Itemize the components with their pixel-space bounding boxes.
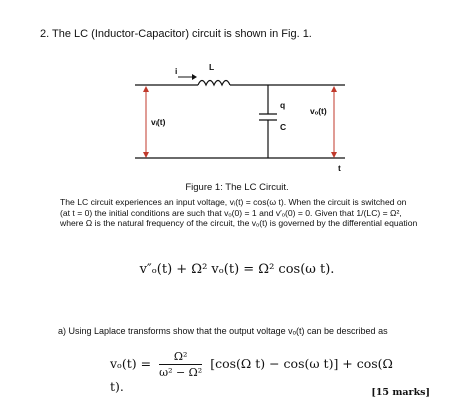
inductor-label: L bbox=[209, 62, 215, 72]
question-number: 2. bbox=[40, 28, 50, 40]
paragraph-line-3: where Ω is the natural frequency of the circuit, the vₒ(t) is governed by the differential equation bbox=[60, 218, 418, 229]
fraction-numerator: Ω² bbox=[159, 350, 202, 365]
solution-fraction bbox=[159, 350, 202, 379]
solution-equation bbox=[110, 350, 410, 394]
paragraph-line-2: (at t = 0) the initial conditions are such that vₒ(0) = 1 and v′ₒ(0) = 0. Given that 1/(LC) = Ω², bbox=[60, 207, 402, 218]
question-heading bbox=[40, 28, 312, 40]
inductor-coil bbox=[198, 81, 230, 86]
question-text: The LC (Inductor-Capacitor) circuit is shown in Fig. 1. bbox=[52, 28, 312, 40]
problem-paragraph bbox=[60, 197, 440, 229]
time-label: t bbox=[338, 163, 341, 173]
input-voltage-label: vᵢ(t) bbox=[151, 117, 166, 127]
figure-caption: Figure 1: The LC Circuit. bbox=[185, 182, 289, 193]
current-label: i bbox=[175, 66, 178, 76]
lc-circuit-diagram bbox=[120, 55, 360, 173]
fraction-denominator: ω² − Ω² bbox=[159, 366, 203, 379]
marks-label: [15 marks] bbox=[371, 387, 430, 398]
paragraph-line-1: The LC circuit experiences an input voltage, vᵢ(t) = cos(ω t). When the circuit is switched on bbox=[60, 197, 407, 207]
capacitor-label: C bbox=[280, 122, 287, 132]
solution-lhs: vₒ(t) = bbox=[110, 356, 152, 371]
solution-rhs: [cos(Ω t) − cos(ω t)] + cos(Ω t). bbox=[110, 356, 393, 394]
part-a-prompt: a) Using Laplace transforms show that the output voltage vₒ(t) can be described as bbox=[58, 326, 388, 336]
output-voltage-label: vₒ(t) bbox=[310, 106, 327, 116]
differential-equation: v″ₒ(t) + Ω² vₒ(t) = Ω² cos(ω t). bbox=[139, 262, 335, 277]
charge-label: q bbox=[280, 100, 286, 110]
